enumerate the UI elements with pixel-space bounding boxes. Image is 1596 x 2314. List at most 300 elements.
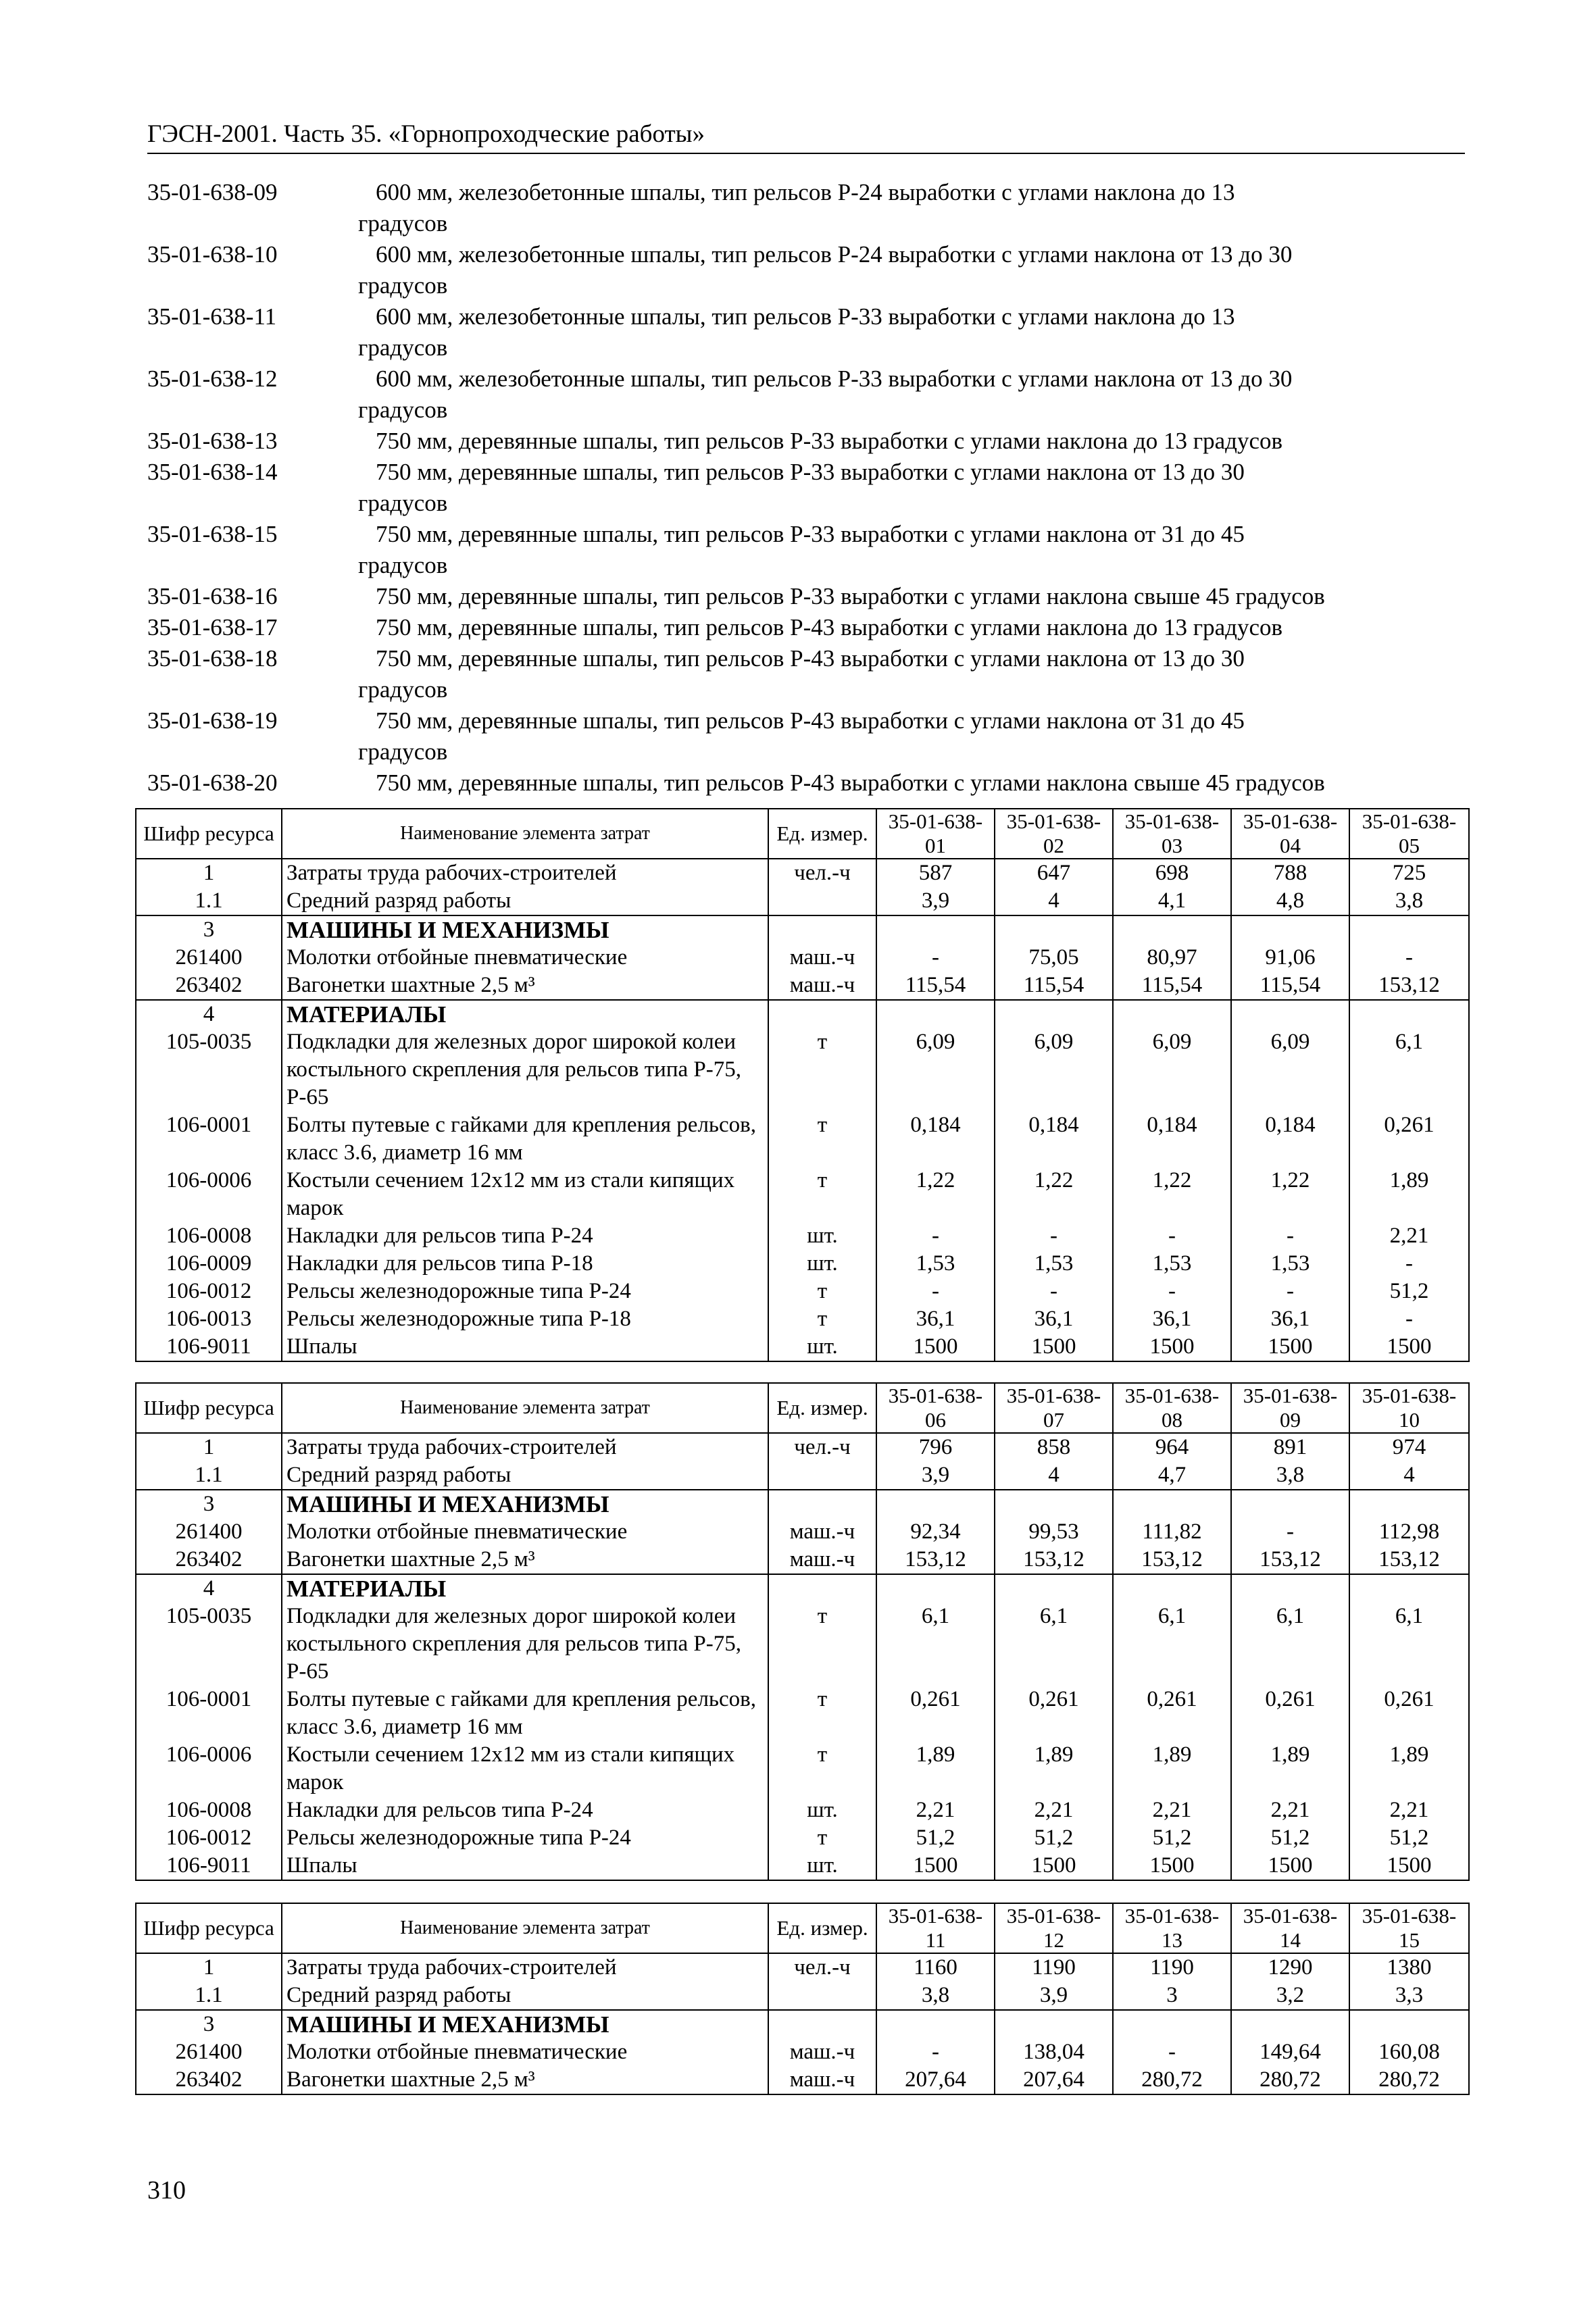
table-row (136, 915, 1469, 944)
norm-value: - (1113, 2038, 1231, 2066)
resource-code: 106-0009 (136, 1250, 282, 1278)
norm-value: 6,1 (1113, 1603, 1231, 1686)
cost-element-name: Средний разряд работы (282, 1982, 768, 2010)
norm-value: 115,54 (995, 972, 1113, 1000)
norm-value: 858 (995, 1433, 1113, 1461)
table-row (136, 1546, 1469, 1574)
norm-value: 3,2 (1231, 1982, 1349, 2010)
norm-value: 788 (1231, 859, 1349, 887)
norm-description (358, 177, 1465, 239)
table-row (136, 1603, 1469, 1686)
cost-element-name: Шпалы (282, 1852, 768, 1880)
header-norm-code: 35-01-638-06 (876, 1383, 995, 1433)
description-line: градусов (358, 210, 448, 236)
unit (768, 887, 876, 915)
norm-value: 1,22 (1231, 1167, 1349, 1222)
norm-value: 6,09 (1113, 1028, 1231, 1111)
norm-value: 207,64 (876, 2066, 995, 2094)
norm-value: 3,8 (1231, 1461, 1349, 1490)
table-row (136, 1574, 1469, 1603)
table-row (136, 2010, 1469, 2038)
norm-value (1349, 1490, 1469, 1518)
unit (768, 2010, 876, 2038)
header-norm-code: 35-01-638-10 (1349, 1383, 1469, 1433)
description-line: 600 мм, железобетонные шпалы, тип рельсов Р-33 выработки с углами наклона от 13 до 30 (376, 366, 1293, 392)
norm-value: 796 (876, 1433, 995, 1461)
code-list-item (147, 426, 1465, 457)
norm-value: 4 (995, 1461, 1113, 1490)
norm-value (1113, 1000, 1231, 1028)
norm-value: 6,1 (1231, 1603, 1349, 1686)
norm-value: 698 (1113, 859, 1231, 887)
unit: маш.-ч (768, 2066, 876, 2094)
norm-value: 6,09 (1231, 1028, 1349, 1111)
norm-value (1349, 1574, 1469, 1603)
norm-value: 36,1 (1113, 1305, 1231, 1333)
description-line: градусов (358, 397, 448, 423)
description-line: 750 мм, деревянные шпалы, тип рельсов Р-33 выработки с углами наклона от 13 до 30 (376, 459, 1245, 485)
norm-value: 111,82 (1113, 1518, 1231, 1546)
norm-value: 149,64 (1231, 2038, 1349, 2066)
cost-element-name: Затраты труда рабочих-строителей (282, 859, 768, 887)
cost-element-name: Накладки для рельсов типа Р-18 (282, 1250, 768, 1278)
cost-element-name: Средний разряд работы (282, 887, 768, 915)
header-cost-element: Наименование элемента затрат (282, 1903, 768, 1953)
norm-code: 35-01-638-16 (147, 583, 278, 609)
code-list-item (147, 612, 1465, 643)
norm-code: 35-01-638-19 (147, 707, 278, 734)
cost-element-name: Шпалы (282, 1333, 768, 1361)
norm-value: 99,53 (995, 1518, 1113, 1546)
code-list-item (147, 239, 1465, 301)
description-line: 750 мм, деревянные шпалы, тип рельсов Р-33 выработки с углами наклона свыше 45 градусов (376, 583, 1325, 609)
table-row (136, 1824, 1469, 1852)
header-cost-element: Наименование элемента затрат (282, 1383, 768, 1433)
table-row (136, 2038, 1469, 2066)
header-norm-code: 35-01-638-13 (1113, 1903, 1231, 1953)
header-resource-code: Шифр ресурса (136, 1383, 282, 1433)
norm-value: 1190 (1113, 1953, 1231, 1982)
header-norm-code: 35-01-638-09 (1231, 1383, 1349, 1433)
norm-value: 0,261 (1349, 1686, 1469, 1741)
norm-value: 6,1 (1349, 1028, 1469, 1111)
norm-value: 1,89 (1231, 1741, 1349, 1796)
resource-code: 106-0013 (136, 1305, 282, 1333)
norm-description (358, 612, 1465, 643)
norm-value (876, 1000, 995, 1028)
norm-value: 1500 (1113, 1333, 1231, 1361)
norm-value: 280,72 (1113, 2066, 1231, 2094)
norm-value: 3,3 (1349, 1982, 1469, 2010)
norm-value (1231, 2010, 1349, 2038)
norm-value: 1160 (876, 1953, 995, 1982)
code-list-item (147, 768, 1465, 799)
norm-value: 153,12 (1231, 1546, 1349, 1574)
norm-value: 51,2 (1349, 1824, 1469, 1852)
norm-value: - (1231, 1222, 1349, 1250)
table-row (136, 1278, 1469, 1305)
page-header (147, 119, 1465, 154)
table-row (136, 1796, 1469, 1824)
norm-value: 3,9 (876, 1461, 995, 1490)
norm-value: 2,21 (1349, 1222, 1469, 1250)
resource-code: 1.1 (136, 1982, 282, 2010)
norm-value (1231, 1000, 1349, 1028)
header-norm-code: 35-01-638-07 (995, 1383, 1113, 1433)
unit: т (768, 1028, 876, 1111)
norm-description (358, 581, 1465, 612)
norm-value: 51,2 (876, 1824, 995, 1852)
norm-value: 1500 (995, 1333, 1113, 1361)
resource-code: 263402 (136, 972, 282, 1000)
norm-value: 0,184 (876, 1111, 995, 1167)
table-row (136, 1167, 1469, 1222)
resource-code: 106-0006 (136, 1741, 282, 1796)
header-norm-code: 35-01-638-11 (876, 1903, 995, 1953)
code-list-item (147, 519, 1465, 581)
norm-value: 3 (1113, 1982, 1231, 2010)
table-row (136, 2066, 1469, 2094)
norm-value: 3,9 (995, 1982, 1113, 2010)
table-row (136, 1000, 1469, 1028)
code-list-item (147, 581, 1465, 612)
norm-value: 0,261 (1113, 1686, 1231, 1741)
table-row (136, 1222, 1469, 1250)
norm-value: - (1231, 1518, 1349, 1546)
header-norm-code: 35-01-638-05 (1349, 809, 1469, 859)
cost-element-name: Вагонетки шахтные 2,5 м³ (282, 972, 768, 1000)
unit: т (768, 1686, 876, 1741)
norm-value: 6,1 (876, 1603, 995, 1686)
norm-value: 153,12 (1349, 1546, 1469, 1574)
norm-value (1113, 1574, 1231, 1603)
header-norm-code: 35-01-638-15 (1349, 1903, 1469, 1953)
resource-code: 106-0008 (136, 1796, 282, 1824)
norm-value: 1,89 (1349, 1167, 1469, 1222)
resource-code: 261400 (136, 1518, 282, 1546)
norm-value: 91,06 (1231, 944, 1349, 972)
header-resource-code: Шифр ресурса (136, 1903, 282, 1953)
norm-value: 974 (1349, 1433, 1469, 1461)
cost-element-name: Молотки отбойные пневматические (282, 2038, 768, 2066)
unit: шт. (768, 1222, 876, 1250)
norm-code: 35-01-638-17 (147, 614, 278, 640)
norm-value: 51,2 (1231, 1824, 1349, 1852)
header-norm-code: 35-01-638-12 (995, 1903, 1113, 1953)
table-row (136, 1305, 1469, 1333)
norm-code: 35-01-638-09 (147, 179, 278, 205)
norm-value: 1,53 (995, 1250, 1113, 1278)
norm-value: 1500 (995, 1852, 1113, 1880)
unit (768, 1490, 876, 1518)
unit (768, 1574, 876, 1603)
norm-value: 36,1 (876, 1305, 995, 1333)
description-line: градусов (358, 334, 448, 361)
resource-code: 263402 (136, 1546, 282, 1574)
norm-value: 1190 (995, 1953, 1113, 1982)
document-title: ГЭСН-2001. Часть 35. «Горнопроходческие работы» (147, 120, 705, 148)
code-list-item (147, 643, 1465, 705)
norm-value (995, 915, 1113, 944)
norm-value: 6,09 (995, 1028, 1113, 1111)
norm-value: 280,72 (1349, 2066, 1469, 2094)
norm-value: 2,21 (1349, 1796, 1469, 1824)
cost-element-name: Костыли сечением 12х12 мм из стали кипящих марок (282, 1167, 768, 1222)
norm-value: - (995, 1278, 1113, 1305)
norm-value (1231, 1574, 1349, 1603)
cost-element-name: Болты путевые с гайками для крепления рельсов, класс 3.6, диаметр 16 мм (282, 1686, 768, 1741)
cost-element-name: Молотки отбойные пневматические (282, 944, 768, 972)
norm-value: 153,12 (995, 1546, 1113, 1574)
norm-value: 0,184 (995, 1111, 1113, 1167)
norm-value (1231, 915, 1349, 944)
norm-description (358, 363, 1465, 426)
unit: т (768, 1167, 876, 1222)
norm-value: 3,8 (1349, 887, 1469, 915)
header-norm-code: 35-01-638-01 (876, 809, 995, 859)
norm-value: 4,7 (1113, 1461, 1231, 1490)
section-title: МАШИНЫ И МЕХАНИЗМЫ (282, 915, 768, 944)
resource-code: 106-0008 (136, 1222, 282, 1250)
norm-value: 2,21 (1231, 1796, 1349, 1824)
section-title: МАТЕРИАЛЫ (282, 1574, 768, 1603)
norm-value: 891 (1231, 1433, 1349, 1461)
norm-value: 0,261 (995, 1686, 1113, 1741)
description-line: 600 мм, железобетонные шпалы, тип рельсов Р-24 выработки с углами наклона от 13 до 30 (376, 241, 1293, 268)
norm-value: 75,05 (995, 944, 1113, 972)
unit: маш.-ч (768, 1546, 876, 1574)
norm-value: 3,8 (876, 1982, 995, 2010)
description-line: градусов (358, 738, 448, 765)
norm-value: 4 (1349, 1461, 1469, 1490)
norm-code: 35-01-638-14 (147, 459, 278, 485)
description-line: 750 мм, деревянные шпалы, тип рельсов Р-43 выработки с углами наклона от 31 до 45 (376, 707, 1245, 734)
norm-description (358, 301, 1465, 363)
resource-code: 1 (136, 1953, 282, 1982)
resource-code: 1.1 (136, 887, 282, 915)
norm-value: 153,12 (1349, 972, 1469, 1000)
norm-value (1349, 1000, 1469, 1028)
cost-element-name: Средний разряд работы (282, 1461, 768, 1490)
resource-code: 1 (136, 1433, 282, 1461)
norm-table-2 (135, 1382, 1470, 1881)
norm-description (358, 768, 1465, 799)
header-cost-element: Наименование элемента затрат (282, 809, 768, 859)
norm-value: - (876, 2038, 995, 2066)
table-row (136, 1433, 1469, 1461)
code-list-item (147, 301, 1465, 363)
unit (768, 1982, 876, 2010)
norm-value (1349, 2010, 1469, 2038)
norm-value: 280,72 (1231, 2066, 1349, 2094)
cost-element-name: Накладки для рельсов типа Р-24 (282, 1796, 768, 1824)
norm-value: 1500 (1349, 1852, 1469, 1880)
norm-value: 1,22 (995, 1167, 1113, 1222)
norm-value: - (876, 944, 995, 972)
header-unit: Ед. измер. (768, 1903, 876, 1953)
norm-value: 587 (876, 859, 995, 887)
table-row (136, 1461, 1469, 1490)
code-list-item (147, 363, 1465, 426)
resource-code: 3 (136, 915, 282, 944)
norm-value (1113, 1490, 1231, 1518)
norm-value: 1500 (1231, 1333, 1349, 1361)
cost-element-name: Рельсы железнодорожные типа Р-24 (282, 1824, 768, 1852)
norm-value: 92,34 (876, 1518, 995, 1546)
resource-code: 106-0001 (136, 1111, 282, 1167)
resource-code: 106-0006 (136, 1167, 282, 1222)
unit (768, 1461, 876, 1490)
norm-value: 153,12 (1113, 1546, 1231, 1574)
norm-value: - (1349, 1250, 1469, 1278)
norm-description (358, 426, 1465, 457)
header-unit: Ед. измер. (768, 1383, 876, 1433)
unit: т (768, 1741, 876, 1796)
unit: чел.-ч (768, 1953, 876, 1982)
table-row (136, 859, 1469, 887)
resource-code: 106-9011 (136, 1333, 282, 1361)
resource-code: 261400 (136, 944, 282, 972)
resource-code: 106-9011 (136, 1852, 282, 1880)
norm-value: 1500 (1349, 1333, 1469, 1361)
norm-description (358, 457, 1465, 519)
norm-value: 1,89 (876, 1741, 995, 1796)
cost-element-name: Вагонетки шахтные 2,5 м³ (282, 2066, 768, 2094)
unit: чел.-ч (768, 1433, 876, 1461)
resource-code: 3 (136, 1490, 282, 1518)
unit: т (768, 1278, 876, 1305)
description-line: градусов (358, 676, 448, 703)
description-line: градусов (358, 490, 448, 516)
norm-value: 0,184 (1231, 1111, 1349, 1167)
table-row (136, 1490, 1469, 1518)
norm-value: 0,261 (876, 1686, 995, 1741)
norm-value: 1500 (1231, 1852, 1349, 1880)
norm-code: 35-01-638-11 (147, 303, 277, 330)
norm-value (995, 1574, 1113, 1603)
norm-value (995, 1490, 1113, 1518)
norm-value: - (995, 1222, 1113, 1250)
table-row (136, 1333, 1469, 1361)
norm-value: 1380 (1349, 1953, 1469, 1982)
norm-value: 115,54 (876, 972, 995, 1000)
cost-element-name: Подкладки для железных дорог широкой колеи костыльного скрепления для рельсов типа Р-75, Р-65 (282, 1603, 768, 1686)
page-number: 310 (147, 2176, 186, 2205)
norm-value: 1,89 (1349, 1741, 1469, 1796)
norm-value: 138,04 (995, 2038, 1113, 2066)
description-line: градусов (358, 552, 448, 578)
norm-value: 647 (995, 859, 1113, 887)
norm-code: 35-01-638-10 (147, 241, 278, 268)
cost-element-name: Болты путевые с гайками для крепления рельсов, класс 3.6, диаметр 16 мм (282, 1111, 768, 1167)
norm-table-3 (135, 1903, 1470, 2095)
norm-code: 35-01-638-13 (147, 428, 278, 454)
cost-element-name: Рельсы железнодорожные типа Р-24 (282, 1278, 768, 1305)
cost-element-name: Затраты труда рабочих-строителей (282, 1433, 768, 1461)
header-norm-code: 35-01-638-14 (1231, 1903, 1349, 1953)
table-row (136, 1953, 1469, 1982)
description-line: градусов (358, 272, 448, 299)
unit: т (768, 1111, 876, 1167)
header-norm-code: 35-01-638-04 (1231, 809, 1349, 859)
norm-value: 2,21 (995, 1796, 1113, 1824)
description-line: 750 мм, деревянные шпалы, тип рельсов Р-43 выработки с углами наклона до 13 градусов (376, 614, 1283, 640)
description-line: 600 мм, железобетонные шпалы, тип рельсов Р-24 выработки с углами наклона до 13 (376, 179, 1235, 205)
norm-value: 1290 (1231, 1953, 1349, 1982)
norm-value: 0,261 (1349, 1111, 1469, 1167)
norm-value (995, 2010, 1113, 2038)
norm-value: 4,8 (1231, 887, 1349, 915)
norm-value: 1,89 (1113, 1741, 1231, 1796)
norm-value: 1,22 (876, 1167, 995, 1222)
section-title: МАТЕРИАЛЫ (282, 1000, 768, 1028)
header-norm-code: 35-01-638-08 (1113, 1383, 1231, 1433)
code-list-item (147, 705, 1465, 768)
unit: т (768, 1824, 876, 1852)
norm-value (1349, 915, 1469, 944)
section-title: МАШИНЫ И МЕХАНИЗМЫ (282, 1490, 768, 1518)
norm-description (358, 519, 1465, 581)
norm-value: 115,54 (1231, 972, 1349, 1000)
norm-value: 115,54 (1113, 972, 1231, 1000)
table-row (136, 1111, 1469, 1167)
resource-code: 106-0012 (136, 1278, 282, 1305)
description-line: 750 мм, деревянные шпалы, тип рельсов Р-43 выработки с углами наклона свыше 45 градусов (376, 770, 1325, 796)
table-row (136, 1741, 1469, 1796)
unit: шт. (768, 1250, 876, 1278)
norm-value: 6,1 (995, 1603, 1113, 1686)
header-norm-code: 35-01-638-02 (995, 809, 1113, 859)
table-row (136, 1686, 1469, 1741)
norm-value (876, 1490, 995, 1518)
cost-element-name: Вагонетки шахтные 2,5 м³ (282, 1546, 768, 1574)
norm-value: 1,89 (995, 1741, 1113, 1796)
unit: чел.-ч (768, 859, 876, 887)
norm-value: - (1349, 1305, 1469, 1333)
norm-value: 3,9 (876, 887, 995, 915)
norm-value: - (876, 1278, 995, 1305)
norm-code: 35-01-638-20 (147, 770, 278, 796)
table-row (136, 944, 1469, 972)
resource-code: 105-0035 (136, 1028, 282, 1111)
norm-value: 36,1 (1231, 1305, 1349, 1333)
norm-value: 207,64 (995, 2066, 1113, 2094)
unit: т (768, 1603, 876, 1686)
norm-value: 964 (1113, 1433, 1231, 1461)
resource-code: 106-0012 (136, 1824, 282, 1852)
resource-code: 1 (136, 859, 282, 887)
norm-value (1113, 2010, 1231, 2038)
norm-value: 6,1 (1349, 1603, 1469, 1686)
resource-code: 3 (136, 2010, 282, 2038)
header-resource-code: Шифр ресурса (136, 809, 282, 859)
resource-code: 261400 (136, 2038, 282, 2066)
unit: шт. (768, 1852, 876, 1880)
cost-element-name: Молотки отбойные пневматические (282, 1518, 768, 1546)
code-list-item (147, 457, 1465, 519)
norm-value: 1,53 (876, 1250, 995, 1278)
cost-element-name: Рельсы железнодорожные типа Р-18 (282, 1305, 768, 1333)
norm-value: 1,22 (1113, 1167, 1231, 1222)
norm-value: 4 (995, 887, 1113, 915)
norm-value: 4,1 (1113, 887, 1231, 915)
resource-code: 4 (136, 1574, 282, 1603)
norm-value: 1,53 (1113, 1250, 1231, 1278)
unit: маш.-ч (768, 944, 876, 972)
norm-value (876, 1574, 995, 1603)
norm-code: 35-01-638-18 (147, 645, 278, 672)
norm-value: 36,1 (995, 1305, 1113, 1333)
